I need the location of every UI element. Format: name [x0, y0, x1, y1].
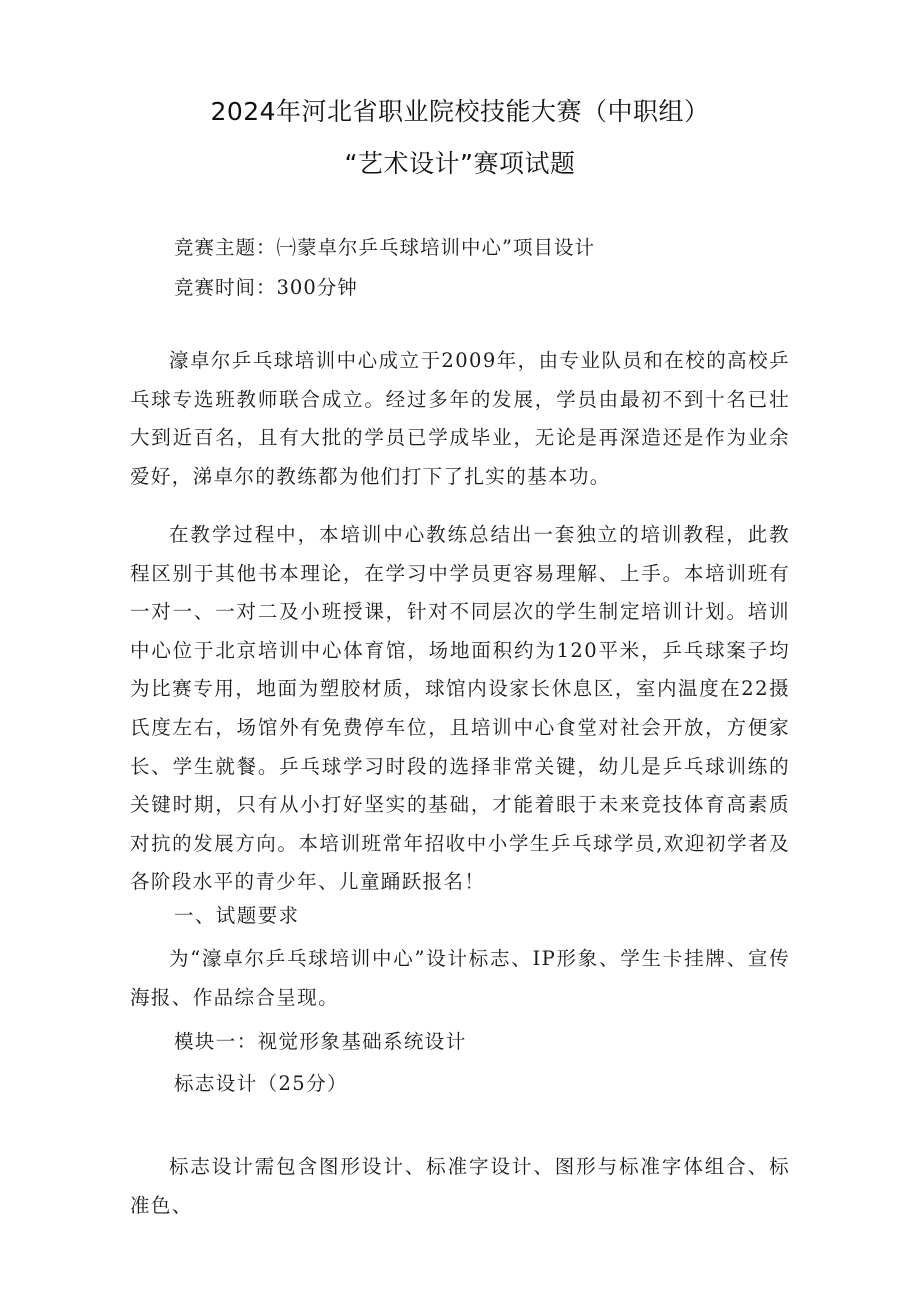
requirement-paragraph: 为“濠卓尔乒乓球培训中心”设计标志、IP形象、学生卡挂牌、宣传海报、作品综合呈现。: [130, 947, 790, 1009]
section-heading-requirements: 一、试题要求: [174, 904, 300, 927]
module-heading: 模块一：视觉形象基础系统设计: [174, 1030, 467, 1053]
intro-paragraph-2: 在教学过程中，本培训中心教练总结出一套独立的培训教程，此教程区别于其他书本理论，在学习中学员更容易理解、上手。本培训班有一对一、一对二及小班授课，针对不同层次的学生制定培训计划。培训中心位于北京培训中心体育馆，场地面积约为120平米，乒乓球案子均为比赛专用，地面为塑胶材质，球馆内设家长休息区，室内温度在22摄氏度左右，场馆外有免费停车位，且培训中心食堂对社会开放，方便家长、学生就餐。乒乓球学习时段的选择非常关键，幼儿是乒乓球训练的关键时期，只有从小打好坚实的基础，才能着眼于未来竞技体育高素质对抗的发展方向。本培训班常年招收中小学生乒乓球学员,欢迎初学者及各阶段水平的青少年、儿童踊跃报名！: [130, 523, 790, 894]
competition-theme: 竞赛主题：㈠蒙卓尔乒乓球培训中心”项目设计: [174, 236, 595, 259]
logo-design-heading: 标志设计（25分）: [174, 1072, 348, 1095]
intro-paragraph-1: 濠卓尔乒乓球培训中心成立于2009年，由专业队员和在校的高校乒乓球专选班教师联合成立。经过多年的发展，学员由最初不到十名已壮大到近百名，且有大批的学员已学成毕业，无论是再深造还是作为业余爱好，涕卓尔的教练都为他们打下了扎实的基本功。: [130, 349, 790, 488]
competition-time: 竞赛时间：300分钟: [174, 276, 358, 299]
logo-design-paragraph: 标志设计需包含图形设计、标准字设计、图形与标准字体组合、标准色、: [130, 1155, 790, 1217]
document-title-line-2: “艺术设计”赛项试题: [344, 149, 576, 178]
document-title-line-1: 2024年河北省职业院校技能大赛（中职组）: [210, 97, 710, 126]
